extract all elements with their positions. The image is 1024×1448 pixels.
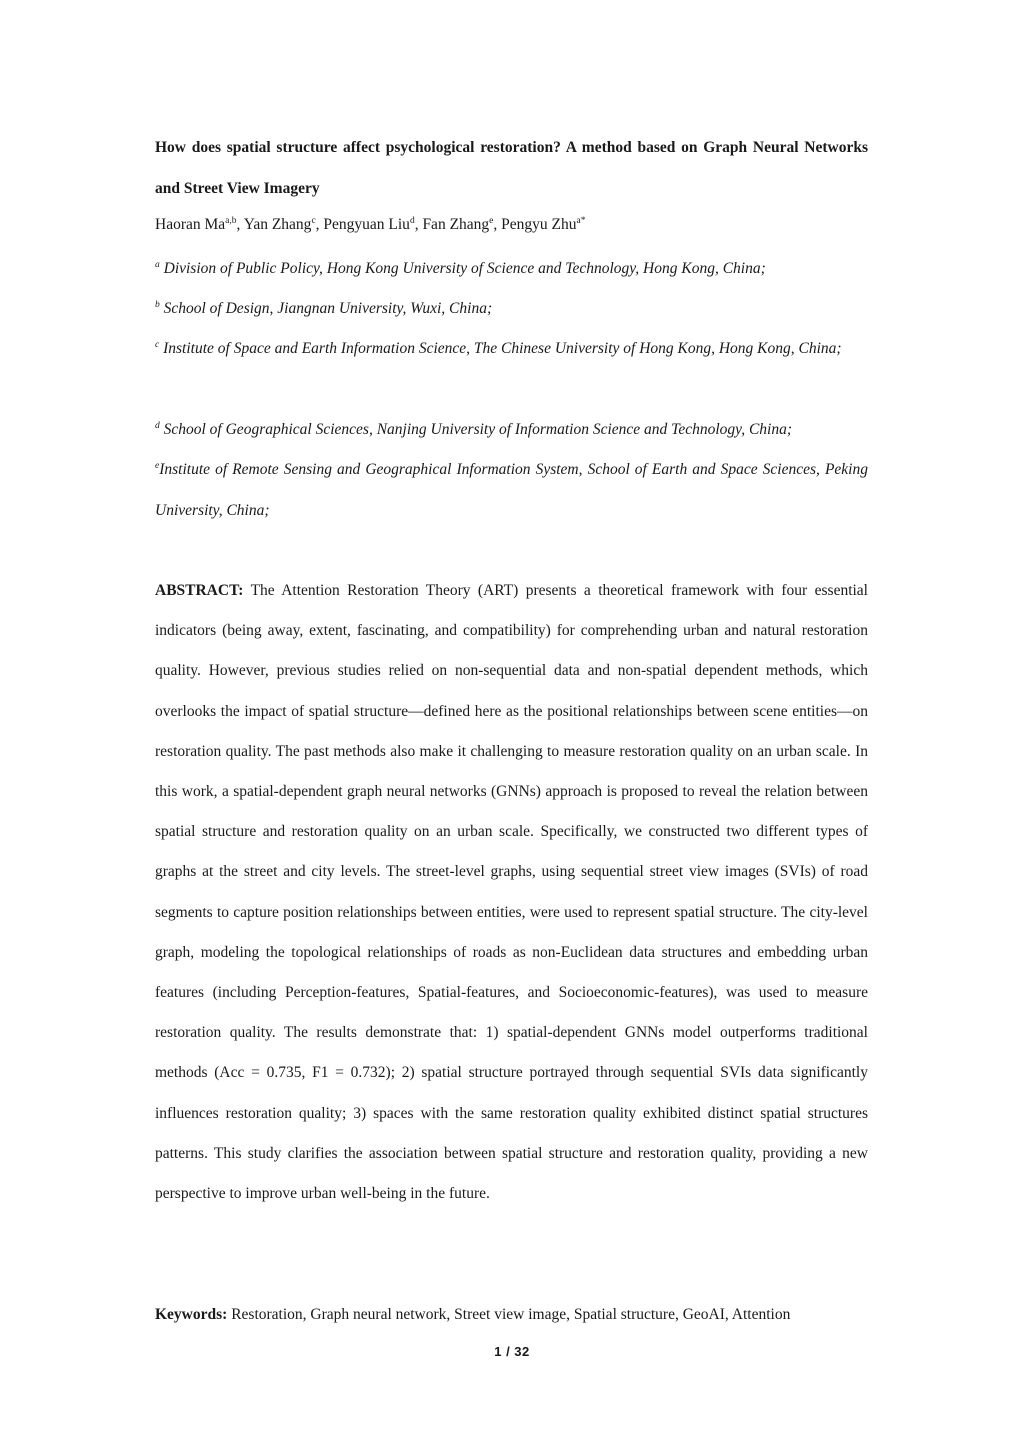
keywords-label: Keywords: bbox=[155, 1306, 228, 1323]
affiliation-text: School of Geographical Sciences, Nanjing University of Information Science and Technology, China; bbox=[163, 421, 792, 438]
author-separator: , bbox=[493, 216, 502, 233]
keywords bbox=[155, 1299, 868, 1331]
author-name: Yan Zhang bbox=[243, 216, 312, 233]
abstract bbox=[155, 571, 868, 1214]
author-name: Pengyuan Liu bbox=[323, 216, 410, 233]
author-name: Haoran Ma bbox=[155, 216, 226, 233]
affiliation-d bbox=[155, 410, 868, 451]
abstract-text: The Attention Restoration Theory (ART) presents a theoretical framework with four essential indicators (being away, extent, fascinating, and compatibility) for comprehending urban and natural restoration quality. However, previous studies relied on non-sequential data and non-spatial dependent methods, which overlooks the impact of spatial structure—defined here as the positional relationships between scene entities—on restoration quality. The past methods also make it challenging to measure restoration quality on an urban scale. In this work, a spatial-dependent graph neural networks (GNNs) approach is proposed to reveal the relation between spatial structure and restoration quality on an urban scale. Specifically, we constructed two different types of graphs at the street and city levels. The street-level graphs, using sequential street view images (SVIs) of road segments to capture position relationships between entities, were used to represent spatial structure. The city-level graph, modeling the topological relationships of roads as non-Euclidean data structures and embedding urban features (including Perception-features, Spatial-features, and Socioeconomic-features), was used to measure restoration quality. The results demonstrate that: 1) spatial-dependent GNNs model outperforms traditional methods (Acc = 0.735, F1 = 0.732); 2) spatial structure portrayed through sequential SVIs data significantly influences restoration quality; 3) spaces with the same restoration quality exhibited distinct spatial structures patterns. This study clarifies the association between spatial structure and restoration quality, providing a new perspective to improve urban well-being in the future. bbox=[155, 582, 868, 1203]
affiliation-mark: e bbox=[155, 461, 160, 471]
author-affiliation-mark: a,b bbox=[225, 216, 237, 226]
affiliation-text: Division of Public Policy, Hong Kong University of Science and Technology, Hong Kong, China; bbox=[163, 260, 766, 277]
affiliation-text: Institute of Remote Sensing and Geographical Information System, School of Earth and Space Sciences, Peking University, China; bbox=[155, 461, 868, 519]
author-name: Fan Zhang bbox=[422, 216, 490, 233]
author-separator: , bbox=[315, 216, 324, 233]
affiliation-c bbox=[155, 329, 868, 370]
author-separator: , bbox=[414, 216, 423, 233]
author-list bbox=[155, 209, 868, 241]
author-name: Pengyu Zhu bbox=[501, 216, 577, 233]
affiliation-b bbox=[155, 289, 868, 330]
affiliation-e bbox=[155, 450, 868, 531]
affiliation-mark: c bbox=[155, 340, 160, 350]
affiliation-text: School of Design, Jiangnan University, Wuxi, China; bbox=[163, 300, 493, 317]
affiliation-a bbox=[155, 249, 868, 290]
abstract-label: ABSTRACT: bbox=[155, 582, 244, 599]
author-affiliation-mark: c bbox=[311, 216, 316, 226]
author-separator: , bbox=[236, 216, 244, 233]
affiliation-mark: a bbox=[155, 260, 160, 270]
author-affiliation-mark: e bbox=[489, 216, 494, 226]
affiliation-mark: b bbox=[155, 300, 160, 310]
author-affiliation-mark: d bbox=[409, 216, 415, 226]
affiliation-text: Institute of Space and Earth Information Science, The Chinese University of Hong Kong, Hong Kong, China; bbox=[163, 340, 842, 357]
keywords-text: Restoration, Graph neural network, Street view image, Spatial structure, GeoAI, Attention bbox=[231, 1306, 791, 1323]
affiliation-mark: d bbox=[155, 421, 160, 431]
author-affiliation-mark: a* bbox=[576, 216, 586, 226]
page-number: 1 / 32 bbox=[494, 1344, 530, 1359]
paper-title: How does spatial structure affect psychological restoration? A method based on Graph Neural Networks and Street View Imagery bbox=[155, 139, 868, 197]
